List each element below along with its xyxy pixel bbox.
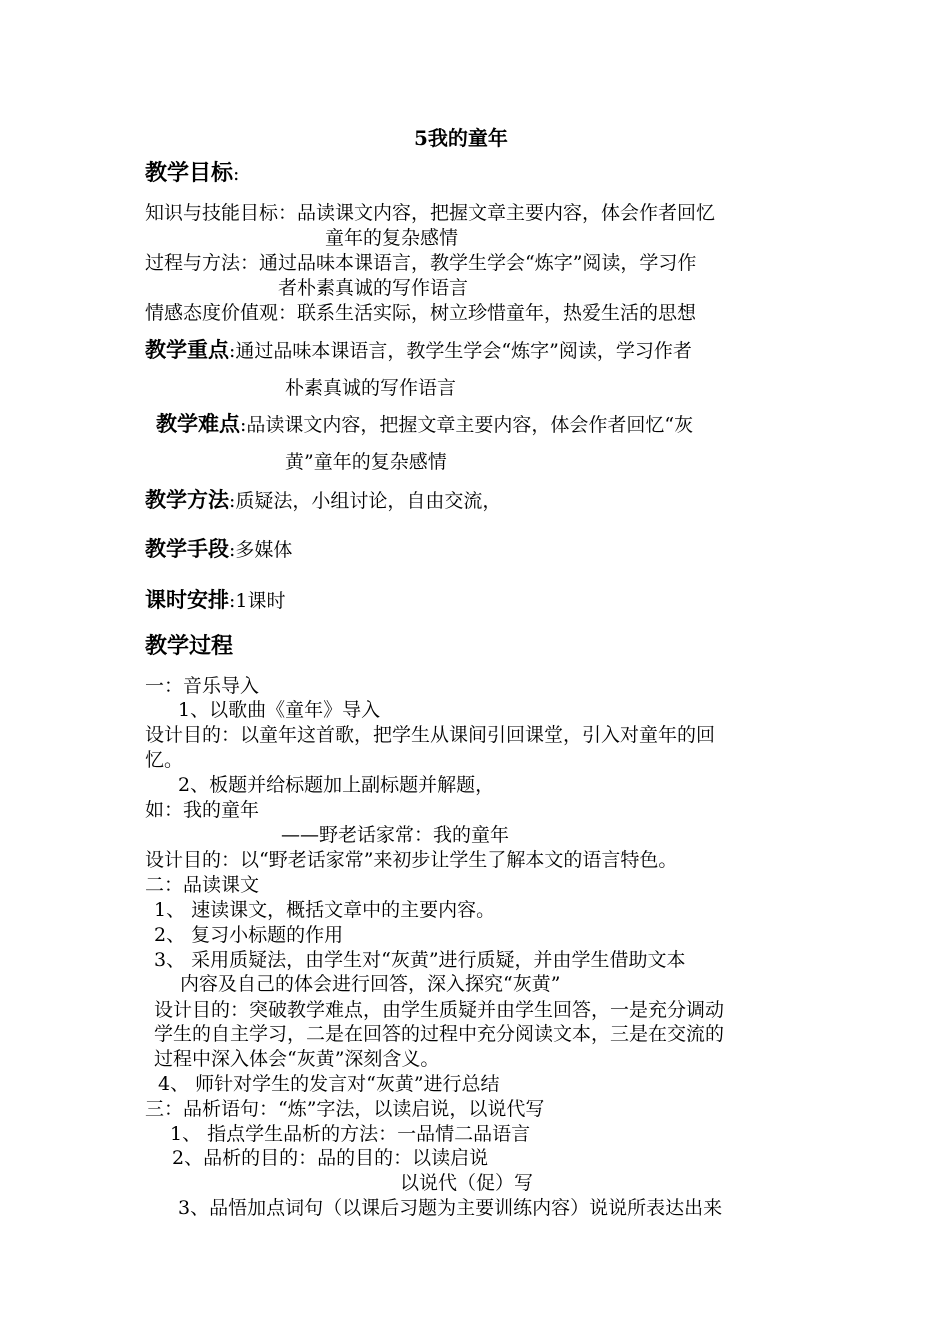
objective-knowledge-line2: 童年的复杂感情	[325, 227, 459, 249]
step-line: 1、 速读课文，概括文章中的主要内容。	[154, 899, 496, 921]
step-line: 二：品读课文	[145, 874, 260, 896]
process-heading: 教学过程	[145, 634, 234, 659]
schedule-text: :1课时	[229, 590, 286, 612]
means-text: :多媒体	[229, 539, 293, 561]
step-line: 设计目的：以“野老话家常”来初步让学生了解本文的语言特色。	[145, 849, 678, 871]
means	[145, 537, 292, 562]
step-line: 如：我的童年	[145, 799, 260, 821]
objectives-heading	[145, 162, 239, 186]
objectives-heading-label: 教学目标	[145, 161, 234, 186]
step-line: 2、品析的目的：品的目的：以读启说	[172, 1147, 489, 1169]
step-line: 设计目的：突破教学难点，由学生质疑并由学生回答，一是充分调动	[154, 999, 725, 1021]
step-line: 3、 采用质疑法，由学生对“灰黄”进行质疑，并由学生借助文本	[154, 949, 686, 971]
objective-emotion: 情感态度价值观：联系生活实际，树立珍惜童年，热爱生活的思想	[145, 302, 697, 324]
objectives-heading-colon: :	[233, 163, 240, 185]
step-line: 1、 指点学生品析的方法：一品情二品语言	[170, 1123, 531, 1145]
objective-process-line2: 者朴素真诚的写作语言	[278, 277, 469, 299]
schedule	[145, 588, 286, 613]
step-line: 2、板题并给标题加上副标题并解题，	[178, 774, 495, 796]
difficulty-label: 教学难点	[156, 412, 240, 436]
step-line: 内容及自己的体会进行回答，深入探究“灰黄”	[180, 973, 561, 995]
step-line: 三：品析语句：“炼”字法，以读启说，以说代写	[145, 1098, 545, 1120]
objective-process-line1: 过程与方法：通过品味本课语言，教学生学会“炼字”阅读，学习作	[145, 252, 697, 274]
step-line: 设计目的：以童年这首歌，把学生从课间引回课堂，引入对童年的回	[145, 724, 716, 746]
step-line: 3、品悟加点词句（以课后习题为主要训练内容）说说所表达出来	[178, 1197, 723, 1219]
step-line: ——野老话家常：我的童年	[281, 824, 510, 846]
key-point-line2: 朴素真诚的写作语言	[285, 377, 457, 399]
step-line: 一：音乐导入	[145, 675, 260, 697]
step-line: 2、 复习小标题的作用	[154, 924, 344, 946]
method-label: 教学方法	[145, 488, 229, 512]
means-label: 教学手段	[145, 537, 229, 561]
step-line: 忆。	[145, 749, 184, 771]
objective-knowledge-line1: 知识与技能目标：品读课文内容，把握文章主要内容，体会作者回忆	[145, 202, 716, 224]
lesson-title: 5我的童年	[414, 126, 508, 150]
step-line: 4、 师针对学生的发言对“灰黄”进行总结	[158, 1073, 500, 1095]
key-point	[145, 338, 692, 363]
difficulty-line2: 黄”童年的复杂感情	[285, 451, 447, 473]
step-line: 学生的自主学习，二是在回答的过程中充分阅读文本，三是在交流的	[154, 1023, 725, 1045]
key-point-text: :通过品味本课语言，教学生学会“炼字”阅读，学习作者	[229, 340, 692, 362]
method	[145, 488, 501, 513]
difficulty-text: :品读课文内容，把握文章主要内容，体会作者回忆“灰	[240, 414, 694, 436]
key-point-label: 教学重点	[145, 338, 229, 362]
step-line: 以说代（促）写	[400, 1172, 534, 1194]
step-line: 过程中深入体会“灰黄”深刻含义。	[154, 1048, 440, 1070]
schedule-label: 课时安排	[145, 588, 229, 612]
difficulty	[156, 412, 693, 437]
step-line: 1、以歌曲《童年》导入	[178, 699, 381, 721]
method-text: :质疑法，小组讨论，自由交流，	[229, 490, 502, 512]
